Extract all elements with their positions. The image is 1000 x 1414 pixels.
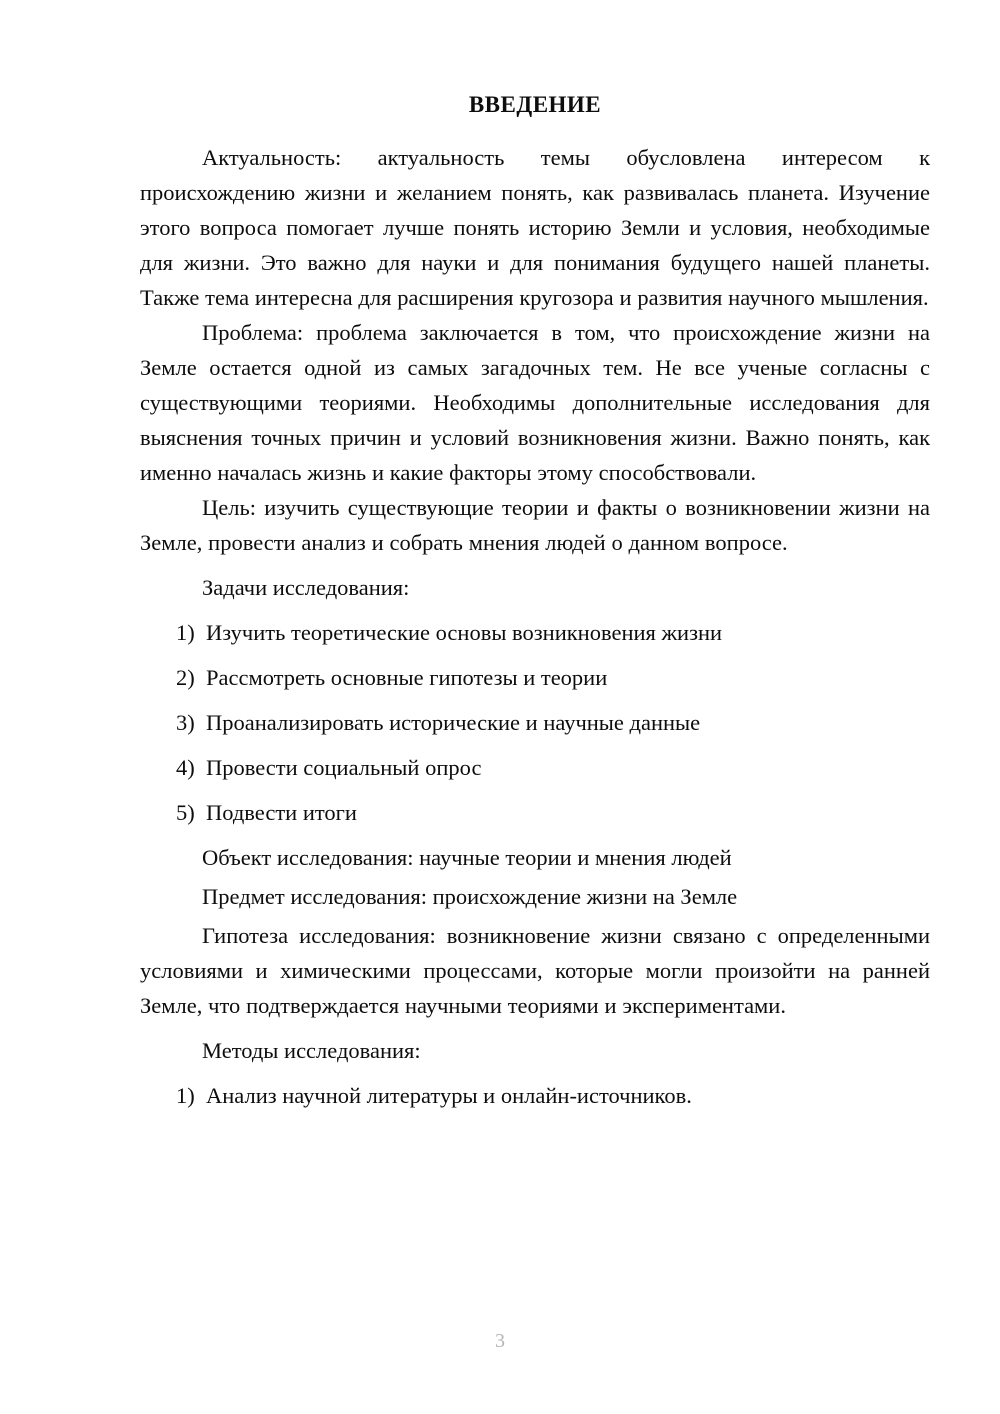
paragraph-problem: Проблема: проблема заключается в том, что происхождение жизни на Земле остается одной из самых загадочных тем. Не все ученые согласны с существующими теориями. Необходимы дополнительные исследования для выяснения точных причин и условий возникновения жизни. Важно понять, как именно началась жизнь и какие факторы этому способствовали.: [140, 320, 930, 485]
list-item: [140, 795, 930, 830]
list-item-number: 2): [176, 665, 195, 690]
spacer: [140, 1023, 930, 1033]
object-of-research: Объект исследования: научные теории и мнения людей: [202, 845, 732, 870]
list-item-number: 5): [176, 800, 195, 825]
list-item-label: Изучить теоретические основы возникновения жизни: [206, 620, 723, 645]
paragraph-relevance: Актуальность: актуальность темы обусловлена интересом к происхождению жизни и желанием понять, как развивалась планета. Изучение этого вопроса помогает лучше понять историю Земли и условия, необходимые для жизни. Это важно для науки и для понимания будущего нашей планеты. Также тема интересна для расширения кругозора и развития научного мышления.: [140, 145, 930, 310]
list-item-number: 3): [176, 710, 195, 735]
document-body: [140, 88, 930, 1113]
list-item: [140, 705, 930, 740]
list-item-number: 4): [176, 755, 195, 780]
tasks-list: [140, 615, 930, 830]
list-item-number: 1): [176, 620, 195, 645]
page-title: ВВЕДЕНИЕ: [468, 92, 602, 117]
list-item: [140, 750, 930, 785]
list-item-label: Провести социальный опрос: [206, 755, 482, 780]
list-item: [140, 1078, 930, 1113]
methods-heading: Методы исследования:: [202, 1038, 421, 1063]
spacer: [140, 560, 930, 570]
paragraph-goal: Цель: изучить существующие теории и факты о возникновении жизни на Земле, провести анализ и собрать мнения людей о данном вопросе.: [140, 495, 930, 555]
page-number: 3: [495, 1330, 505, 1352]
subject-of-research: Предмет исследования: происхождение жизни на Земле: [202, 884, 738, 909]
list-item-label: Подвести итоги: [206, 800, 357, 825]
list-item: [140, 615, 930, 650]
list-item-label: Рассмотреть основные гипотезы и теории: [206, 665, 608, 690]
list-item-label: Анализ научной литературы и онлайн-источников.: [206, 1083, 692, 1108]
methods-list: [140, 1078, 930, 1113]
list-item: [140, 660, 930, 695]
list-item-label: Проанализировать исторические и научные данные: [206, 710, 701, 735]
spacer: [140, 830, 930, 840]
tasks-heading: Задачи исследования:: [202, 575, 410, 600]
paragraph-hypothesis: Гипотеза исследования: возникновение жизни связано с определенными условиями и химическими процессами, которые могли произойти на ранней Земле, что подтверждается научными теориями и экспериментами.: [140, 923, 930, 1018]
list-item-number: 1): [176, 1083, 195, 1108]
